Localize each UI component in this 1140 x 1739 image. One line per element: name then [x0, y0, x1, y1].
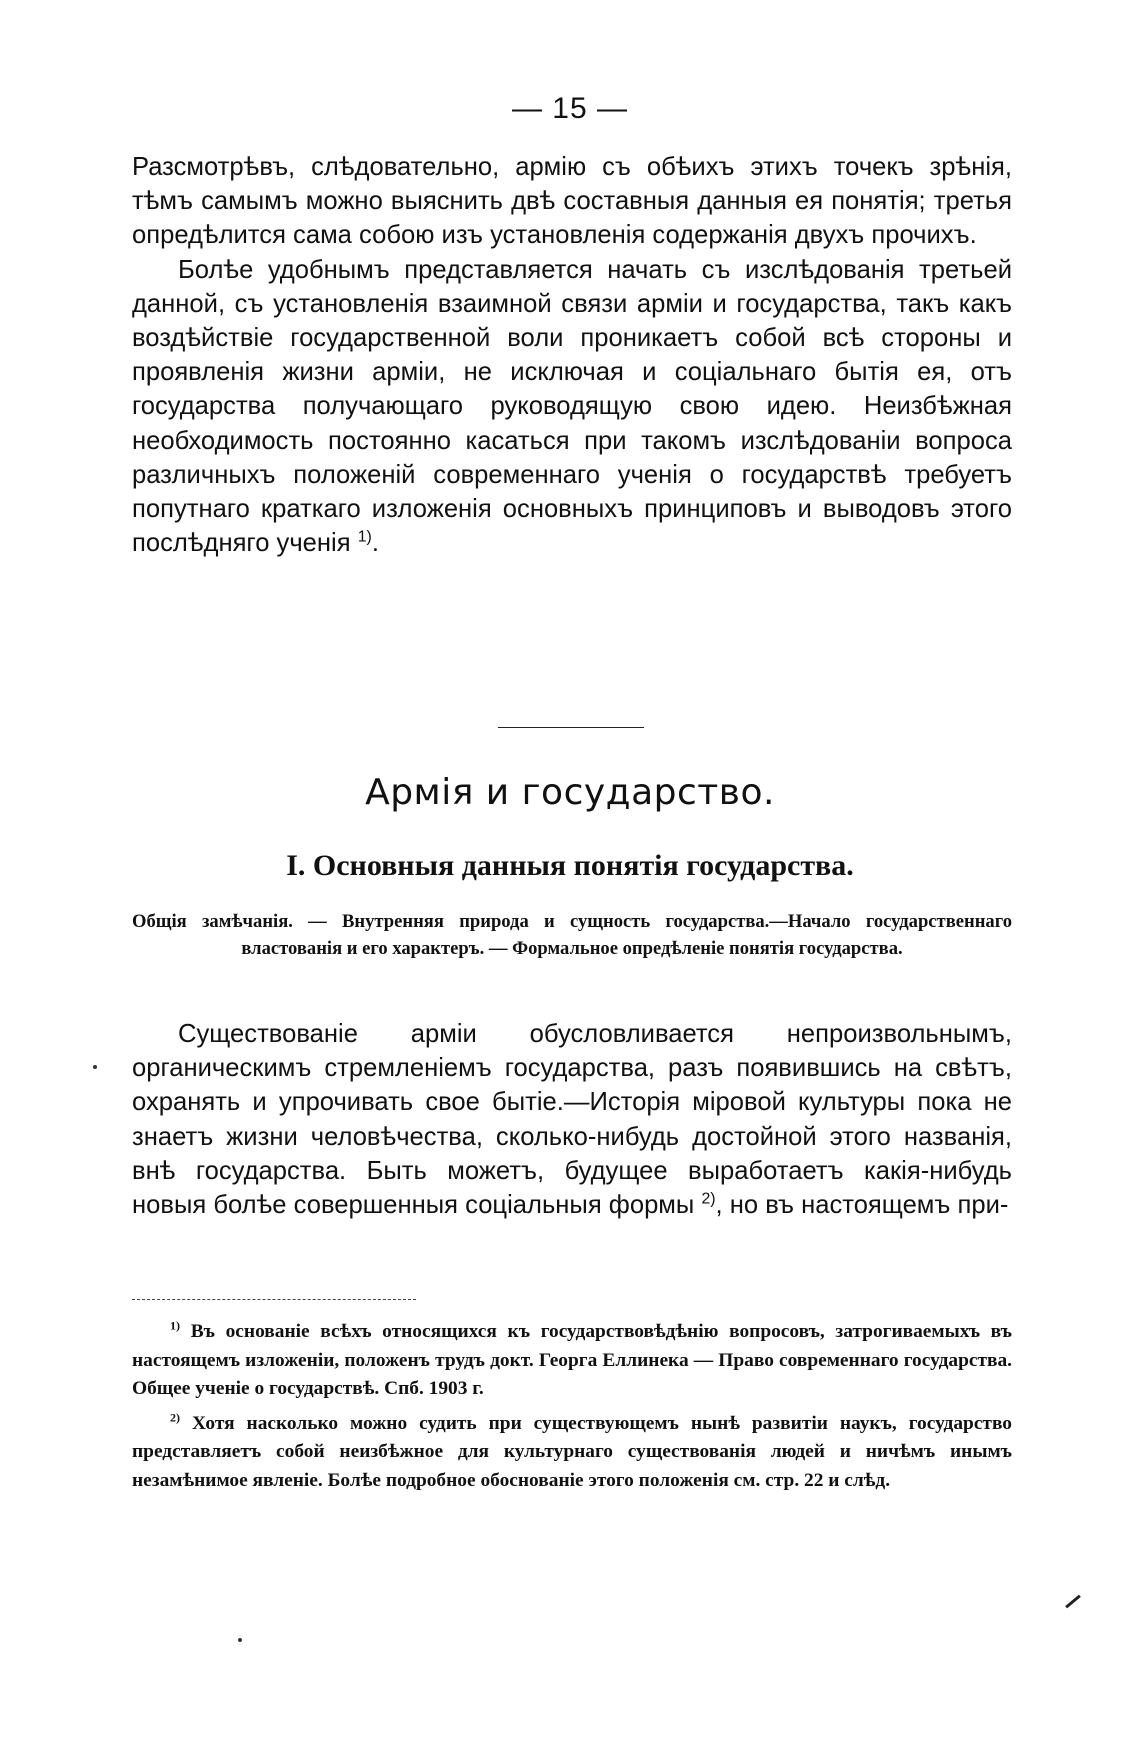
footnote-ref-2: 2): [701, 1190, 716, 1208]
footnote-1-marker: 1): [170, 1318, 181, 1333]
footnote-2-marker: 2): [170, 1410, 181, 1425]
footnote-rule: [132, 1299, 416, 1300]
chapter-title: I. Основныя данныя понятія государства.: [286, 849, 854, 882]
footnote-1: [132, 1318, 1012, 1404]
section-divider: [498, 727, 644, 728]
body-paragraph-tail: , но въ настоящемъ при-: [715, 1191, 1009, 1220]
body-paragraph-text: Существованіе арміи обусловливается непроизвольнымъ, органическимъ стремленіемъ государства, разъ появившись на свѣтъ, охранять и упрочивать свое бытіе.—Исторія міровой культуры пока не знаетъ жизни человѣчества, сколько-нибудь достойной этого названія, внѣ государства. Быть можетъ, будущее выработаетъ какія-нибудь новыя болѣе совершенныя соціальныя формы: [132, 1020, 1012, 1220]
footnote-ref-1: 1): [357, 528, 372, 546]
section-title: Армія и государство.: [365, 772, 775, 813]
intro-text: [132, 150, 1012, 560]
page-speck: [93, 1065, 97, 1069]
chapter-summary: Общія замѣчанія. — Внутренняя природа и сущность государства.—Начало государственнаго властованія и его характеръ. — Формальное опредѣленіе понятія государства.: [132, 911, 1012, 959]
page-number: — 15 —: [511, 92, 629, 125]
intro-paragraph-1: Разсмотрѣвъ, слѣдовательно, армію съ обѣихъ этихъ точекъ зрѣнія, тѣмъ самымъ можно выяснить двѣ составныя данныя ея понятія; третья опредѣлится сама собою изъ установленія содержанія двухъ прочихъ.: [132, 153, 1012, 250]
intro-closing: .: [371, 529, 379, 558]
body-text: [132, 1017, 1012, 1222]
footnote-2: [132, 1410, 1012, 1496]
footnotes: [132, 1318, 1012, 1502]
footnote-2-text: Хотя насколько можно судить при существующемъ нынѣ развитіи наукъ, государство представляетъ собой неизбѣжное для культурнаго существованія людей и ничѣмъ инымъ незамѣнимое явленіе. Болѣе подробное обоснованіе этого положенія см. стр. 22 и слѣд.: [132, 1412, 1012, 1491]
body-paragraph: [132, 1017, 1012, 1222]
intro-paragraph-2-text: Болѣе удобнымъ представляется начать съ изслѣдованія третьей данной, съ установленія взаимной связи арміи и государства, такъ какъ воздѣйствіе государственной воли проникаетъ собой всѣ стороны и проявленія жизни арміи, не исключая и соціальнаго бытія ея, отъ государства получающаго руководящую свою идею. Неизбѣжная необходимость постоянно касаться при такомъ изслѣдованіи вопроса различныхъ положеній современнаго ученія о государствѣ требуетъ попутнаго краткаго изложенія основныхъ принциповъ и выводовъ этого послѣдняго ученія: [132, 255, 1012, 558]
page-mark: [1065, 1595, 1081, 1609]
footnote-1-text: Въ основаніе всѣхъ относящихся къ государствовѣдѣнію вопросовъ, затрогиваемыхъ въ настоящемъ изложеніи, положенъ трудъ докт. Георга Еллинека — Право современнаго государства. Общее ученіе о государствѣ. Спб. 1903 г.: [132, 1321, 1012, 1400]
intro-paragraph-2: [132, 253, 1012, 561]
page-speck: [238, 1638, 242, 1642]
